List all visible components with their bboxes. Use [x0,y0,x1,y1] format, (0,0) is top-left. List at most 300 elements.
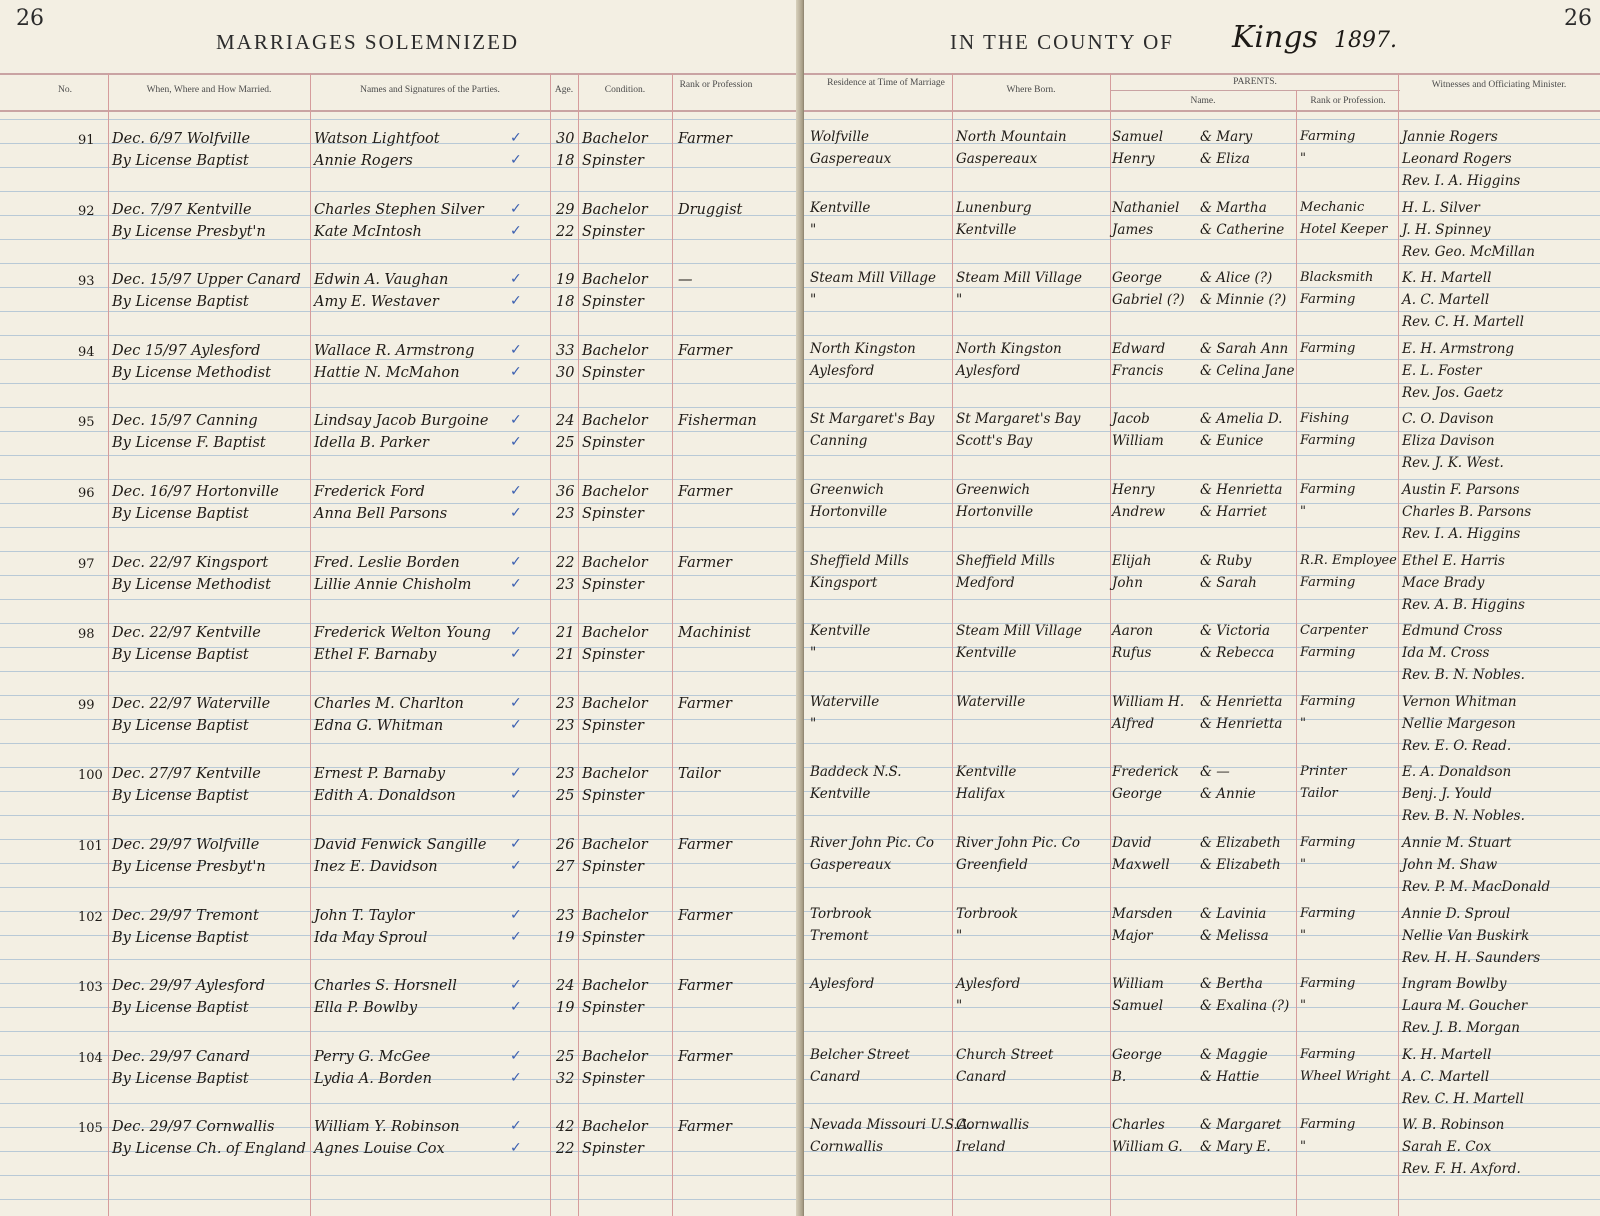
verified-tick-groom: ✓ [510,694,522,711]
groom-parent-rank: Farming [1300,835,1356,850]
bride-condition: Spinster [582,1070,644,1087]
bride-condition: Spinster [582,294,644,311]
entry-license: By License Baptist [112,1070,249,1087]
verified-tick-groom: ✓ [510,765,522,782]
bride-mother: & Hattie [1200,1068,1260,1085]
col-header-residence: Residence at Time of Marriage [827,78,945,88]
bride-name: Lillie Annie Chisholm [314,576,472,593]
groom-rank: — [678,272,693,289]
entry-number: 104 [78,1050,103,1066]
bride-father: B. [1112,1068,1127,1085]
bride-condition: Spinster [582,153,644,169]
entry-number: 99 [78,697,95,713]
bride-residence: Kentville [810,786,871,803]
witness-1: Jannie Rogers [1402,129,1498,145]
groom-mother: & Henrietta [1200,693,1283,710]
bride-mother: & Celina Jane [1200,362,1295,379]
bride-residence: Gaspereaux [810,151,892,167]
entry-row-left [0,269,796,339]
bride-mother: & Exalina (?) [1200,998,1290,1015]
groom-parent-rank: Farming [1300,1117,1356,1133]
bride-name: Edith A. Donaldson [314,788,456,805]
entry-number: 103 [78,980,103,996]
col-header-witnesses: Witnesses and Officiating Minister. [1431,80,1567,90]
bride-mother: & Henrietta [1200,715,1283,732]
verified-tick-bride: ✓ [510,293,522,310]
entry-row-right [804,622,1600,692]
bride-birthplace: Gaspereaux [956,151,1038,167]
groom-age: 25 [556,1048,575,1065]
bride-father: Henry [1112,151,1155,167]
groom-name: Wallace R. Armstrong [314,342,475,359]
bride-parent-rank: " [1300,857,1306,872]
verified-tick-groom: ✓ [510,836,522,852]
groom-name: Frederick Welton Young [314,625,491,642]
col-header-when: When, Where and How Married. [146,85,272,95]
groom-parent-rank: R.R. Employee [1300,552,1397,568]
entry-license: By License Baptist [112,153,249,169]
bride-age: 27 [556,859,575,875]
entry-number: 95 [78,415,95,431]
witness-2: Mace Brady [1402,574,1485,591]
bride-father: Gabriel (?) [1112,292,1185,309]
groom-father: William H. [1112,693,1185,710]
groom-residence: Sheffield Mills [810,552,909,569]
bride-condition: Spinster [582,435,644,452]
witness-1: K. H. Martell [1402,270,1492,287]
bride-parent-rank: Farming [1300,292,1356,308]
entry-row-left [0,199,796,269]
entry-row-left [0,552,796,622]
entry-row-left [0,128,796,198]
groom-rank: Farmer [678,837,732,853]
groom-father: Marsden [1112,905,1173,922]
col-header-parent-name: Name. [1190,96,1216,106]
groom-birthplace: St Margaret's Bay [956,411,1081,428]
witness-1: Ethel E. Harris [1402,552,1505,569]
verified-tick-bride: ✓ [510,787,522,804]
bride-mother: & Eunice [1200,433,1264,450]
entry-date-place: Dec. 22/97 Waterville [112,695,271,712]
bride-mother: & Annie [1200,786,1256,803]
groom-parent-rank: Printer [1300,764,1347,780]
groom-birthplace: Lunenburg [956,199,1032,216]
groom-name: Edwin A. Vaughan [314,272,449,289]
officiating-minister: Rev. F. H. Axford. [1402,1161,1521,1178]
entry-date-place: Dec. 29/97 Canard [112,1048,250,1065]
groom-birthplace: North Mountain [956,129,1067,145]
bride-name: Ella P. Bowlby [314,1000,418,1017]
officiating-minister: Rev. B. N. Nobles. [1402,808,1525,825]
officiating-minister: Rev. Jos. Gaetz [1402,384,1504,401]
verified-tick-groom: ✓ [510,271,522,288]
bride-parent-rank: Farming [1300,645,1356,661]
groom-age: 42 [556,1119,575,1136]
groom-mother: & Amelia D. [1200,411,1283,428]
groom-parent-rank: Carpenter [1300,623,1368,639]
groom-birthplace: Greenwich [956,482,1031,498]
officiating-minister: Rev. H. H. Saunders [1402,949,1541,966]
witness-2: Eliza Davison [1402,433,1495,450]
entry-license: By License Methodist [112,364,271,381]
groom-age: 33 [556,342,575,359]
bride-parent-rank: " [1300,927,1306,943]
entry-row-left [0,1046,796,1116]
entry-date-place: Dec. 27/97 Kentville [112,766,261,783]
groom-rank: Farmer [678,484,732,500]
groom-rank: Farmer [678,1119,732,1136]
officiating-minister: Rev. Geo. McMillan [1402,243,1535,260]
groom-birthplace: River John Pic. Co [956,835,1081,851]
entry-number: 101 [78,839,103,854]
right-top-rule [804,73,1600,75]
right-header-rule [804,110,1600,112]
groom-name: Ernest P. Barnaby [314,766,446,783]
entry-row-right [804,975,1600,1045]
bride-age: 21 [556,647,575,664]
groom-mother: & Sarah Ann [1200,340,1289,357]
entry-row-right [804,410,1600,480]
entry-number: 97 [78,556,95,572]
officiating-minister: Rev. A. B. Higgins [1402,596,1525,613]
bride-birthplace: " [956,927,963,944]
bride-name: Lydia A. Borden [314,1070,432,1087]
verified-tick-groom: ✓ [510,412,522,429]
bride-birthplace: Ireland [956,1139,1006,1156]
entry-date-place: Dec. 29/97 Cornwallis [112,1119,275,1136]
groom-condition: Bachelor [582,131,648,147]
left-page-title: MARRIAGES SOLEMNIZED [216,30,520,54]
bride-residence: " [810,645,817,662]
groom-mother: & Alice (?) [1200,270,1273,287]
groom-father: Henry [1112,482,1155,498]
col-header-no: No. [58,85,72,95]
verified-tick-groom: ✓ [510,130,522,146]
groom-name: Charles M. Charlton [314,695,464,712]
bride-mother: & Catherine [1200,221,1285,238]
bride-father: Andrew [1112,504,1166,520]
entry-date-place: Dec 15/97 Aylesford [112,342,261,359]
bride-condition: Spinster [582,364,644,381]
bride-residence: Hortonville [810,504,888,520]
witness-2: Leonard Rogers [1402,151,1512,167]
bride-condition: Spinster [582,929,644,946]
officiating-minister: Rev. P. M. MacDonald [1402,879,1551,895]
groom-name: Watson Lightfoot [314,131,440,147]
county-name: Kings [1232,20,1318,55]
entry-row-right [804,763,1600,833]
entry-date-place: Dec. 16/97 Hortonville [112,484,279,500]
witness-2: Charles B. Parsons [1402,504,1532,520]
verified-tick-groom: ✓ [510,977,522,994]
entry-date-place: Dec. 15/97 Upper Canard [112,272,301,289]
groom-parent-rank: Farming [1300,693,1356,709]
bride-mother: & Elizabeth [1200,857,1281,873]
groom-mother: & Lavinia [1200,905,1267,922]
groom-condition: Bachelor [582,554,648,571]
groom-condition: Bachelor [582,978,648,995]
bride-father: Samuel [1112,998,1164,1015]
entry-row-left [0,763,796,833]
col-header-parents: PARENTS. [1233,77,1277,87]
bride-birthplace: Aylesford [956,362,1021,379]
groom-condition: Bachelor [582,201,648,218]
bride-residence: Canard [810,1068,861,1085]
entry-date-place: Dec. 6/97 Wolfville [112,131,251,147]
groom-parent-rank: Farming [1300,976,1356,992]
groom-residence: Nevada Missouri U.S.A. [810,1117,972,1134]
witness-1: K. H. Martell [1402,1046,1492,1063]
groom-residence: River John Pic. Co [810,835,935,851]
entry-number: 93 [78,274,95,290]
entry-license: By License Baptist [112,647,249,664]
witness-2: A. C. Martell [1402,292,1490,309]
bride-birthplace: Medford [956,574,1015,591]
groom-age: 36 [556,484,575,500]
bride-condition: Spinster [582,788,644,805]
groom-parent-rank: Farming [1300,340,1356,356]
entry-row-right [804,481,1600,551]
bride-birthplace: Canard [956,1068,1007,1085]
groom-name: Lindsay Jacob Burgoine [314,413,489,430]
bride-mother: & Eliza [1200,151,1250,167]
groom-parent-rank: Blacksmith [1300,270,1374,286]
witness-2: A. C. Martell [1402,1068,1490,1085]
groom-name: Frederick Ford [314,484,425,500]
bride-mother: & Mary E. [1200,1139,1271,1156]
bride-parent-rank: Tailor [1300,786,1338,802]
groom-rank: Farmer [678,1048,732,1065]
bride-residence: " [810,221,817,238]
bride-birthplace: Halifax [956,786,1006,803]
groom-age: 30 [556,131,575,147]
witness-2: Ida M. Cross [1402,645,1490,662]
verified-tick-groom: ✓ [510,553,522,570]
bride-name: Ethel F. Barnaby [314,647,437,664]
verified-tick-groom: ✓ [510,1047,522,1064]
groom-name: Charles S. Horsnell [314,978,457,995]
groom-residence: Greenwich [810,482,885,498]
groom-parent-rank: Farming [1300,129,1356,144]
verified-tick-bride: ✓ [510,928,522,945]
verified-tick-bride: ✓ [510,575,522,592]
bride-condition: Spinster [582,506,644,522]
verified-tick-groom: ✓ [510,341,522,358]
col-header-condition: Condition. [604,85,646,95]
groom-birthplace: Church Street [956,1046,1054,1063]
bride-parent-rank: " [1300,151,1306,166]
groom-age: 24 [556,978,575,995]
groom-father: Jacob [1112,411,1150,428]
entry-row-left [0,905,796,975]
groom-age: 29 [556,201,575,218]
witness-2: Sarah E. Cox [1402,1139,1492,1156]
bride-parent-rank: " [1300,504,1306,519]
bride-condition: Spinster [582,859,644,875]
bride-age: 25 [556,435,575,452]
bride-birthplace: Kentville [956,221,1017,238]
bride-residence: Canning [810,433,868,450]
entry-row-left [0,340,796,410]
bride-father: William G. [1112,1139,1183,1156]
bride-age: 23 [556,506,575,522]
right-page-title: IN THE COUNTY OF [950,30,1174,54]
groom-condition: Bachelor [582,342,648,359]
witness-1: C. O. Davison [1402,411,1494,428]
groom-age: 22 [556,554,575,571]
bride-age: 25 [556,788,575,805]
groom-mother: & Elizabeth [1200,835,1281,851]
groom-birthplace: Kentville [956,764,1017,781]
bride-parent-rank: Farming [1300,433,1356,449]
verified-tick-bride: ✓ [510,646,522,663]
groom-condition: Bachelor [582,766,648,783]
col-header-born: Where Born. [1006,85,1056,95]
groom-birthplace: Torbrook [956,905,1019,922]
groom-father: William [1112,976,1164,993]
groom-mother: & — [1200,764,1230,781]
officiating-minister: Rev. C. H. Martell [1402,1090,1524,1107]
bride-mother: & Sarah [1200,574,1257,591]
bride-age: 22 [556,1141,575,1158]
groom-rank: Farmer [678,695,732,712]
entry-date-place: Dec. 29/97 Tremont [112,907,259,924]
groom-parent-rank: Farming [1300,905,1356,921]
groom-residence: Aylesford [810,976,875,993]
groom-father: David [1112,835,1152,851]
bride-parent-rank: Farming [1300,574,1356,590]
entry-row-right [804,340,1600,410]
groom-name: William Y. Robinson [314,1119,460,1136]
groom-father: Nathaniel [1112,199,1180,216]
witness-1: Edmund Cross [1402,623,1503,640]
bride-age: 30 [556,364,575,381]
bride-residence: Cornwallis [810,1139,884,1156]
witness-1: Austin F. Parsons [1402,482,1520,498]
entry-license: By License Ch. of England [112,1141,306,1158]
groom-name: John T. Taylor [314,907,415,924]
groom-residence: Wolfville [810,129,869,145]
groom-father: George [1112,1046,1162,1063]
right-page-number: 26 [1564,6,1592,31]
bride-birthplace: Kentville [956,645,1017,662]
entry-license: By License Baptist [112,929,249,946]
groom-father: Samuel [1112,129,1164,145]
groom-rank: Machinist [678,625,751,642]
groom-rank: Farmer [678,131,732,147]
col-header-names: Names and Signatures of the Parties. [360,85,500,95]
groom-condition: Bachelor [582,1119,648,1136]
verified-tick-groom: ✓ [510,200,522,217]
entry-license: By License Presbyt'n [112,859,266,875]
groom-birthplace: Cornwallis [956,1117,1030,1134]
bride-age: 19 [556,1000,575,1017]
groom-rank: Fisherman [678,413,757,430]
groom-parent-rank: Farming [1300,1046,1356,1062]
bride-age: 23 [556,717,575,734]
groom-condition: Bachelor [582,484,648,500]
entry-date-place: Dec. 22/97 Kingsport [112,554,269,571]
entry-license: By License Baptist [112,788,249,805]
col-header-rank: Rank or Profession [679,80,753,90]
entry-row-left [0,1116,796,1186]
bride-age: 23 [556,576,575,593]
groom-birthplace: Sheffield Mills [956,552,1055,569]
officiating-minister: Rev. B. N. Nobles. [1402,667,1525,684]
verified-tick-bride: ✓ [510,1140,522,1157]
entry-date-place: Dec. 29/97 Aylesford [112,978,265,995]
groom-age: 23 [556,695,575,712]
entry-row-right [804,693,1600,763]
entry-row-left [0,622,796,692]
bride-residence: " [810,292,817,309]
groom-father: Elijah [1112,552,1152,569]
groom-rank: Farmer [678,554,732,571]
verified-tick-groom: ✓ [510,483,522,499]
verified-tick-bride: ✓ [510,434,522,451]
groom-parent-rank: Fishing [1300,411,1350,427]
entry-date-place: Dec. 15/97 Canning [112,413,258,430]
groom-age: 19 [556,272,575,289]
groom-condition: Bachelor [582,413,648,430]
bride-mother: & Rebecca [1200,645,1275,662]
groom-rank: Farmer [678,342,732,359]
verified-tick-bride: ✓ [510,222,522,239]
groom-residence: Belcher Street [810,1046,910,1063]
groom-residence: Torbrook [810,905,873,922]
groom-name: Fred. Leslie Borden [314,554,460,571]
bride-father: Alfred [1112,715,1155,732]
groom-residence: Steam Mill Village [810,270,937,287]
entry-row-right [804,905,1600,975]
bride-birthplace: " [956,998,963,1015]
groom-rank: Farmer [678,907,732,924]
groom-name: Perry G. McGee [314,1048,431,1065]
bride-name: Kate McIntosh [314,223,422,240]
bride-name: Annie Rogers [314,153,413,169]
entry-number: 91 [78,133,95,148]
groom-residence: Waterville [810,693,880,710]
groom-father: Aaron [1112,623,1154,640]
verified-tick-bride: ✓ [510,363,522,380]
entry-number: 100 [78,768,103,784]
bride-father: Maxwell [1112,857,1170,873]
entry-row-left [0,975,796,1045]
groom-residence: Baddeck N.S. [810,764,902,781]
officiating-minister: Rev. I. A. Higgins [1402,526,1521,542]
witness-1: Annie D. Sproul [1402,905,1511,922]
groom-father: Charles [1112,1117,1165,1134]
bride-condition: Spinster [582,576,644,593]
groom-rank: Farmer [678,978,732,995]
bride-name: Anna Bell Parsons [314,506,448,522]
groom-parent-rank: Farming [1300,482,1356,497]
entry-license: By License Methodist [112,576,271,593]
entry-row-left [0,410,796,480]
bride-parent-rank: " [1300,998,1306,1014]
groom-mother: & Martha [1200,199,1267,216]
entry-license: By License Baptist [112,294,249,311]
witness-1: W. B. Robinson [1402,1117,1505,1134]
left-top-rule [0,73,800,75]
groom-age: 21 [556,625,575,642]
groom-rank: Tailor [678,766,721,783]
groom-age: 23 [556,766,575,783]
verified-tick-bride: ✓ [510,858,522,874]
officiating-minister: Rev. J. K. West. [1402,455,1504,472]
entry-number: 102 [78,909,103,925]
entry-license: By License Baptist [112,717,249,734]
